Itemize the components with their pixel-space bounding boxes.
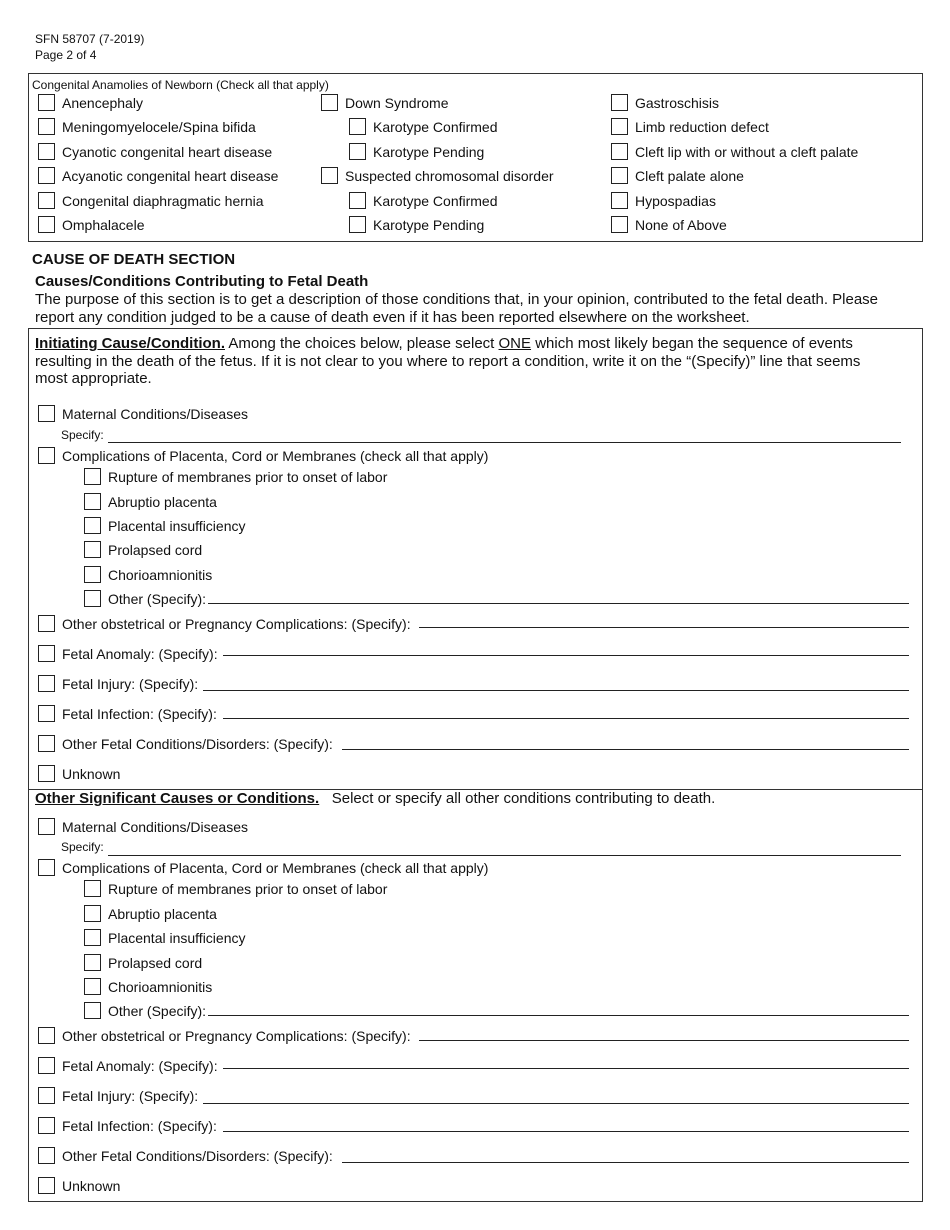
init-chorio-label: Chorioamnionitis: [108, 567, 213, 583]
initiating-heading: Initiating Cause/Condition.: [35, 335, 225, 352]
init-injury-line[interactable]: [203, 690, 909, 691]
init-placenta-label: Complications of Placenta, Cord or Membranes (check all that apply): [62, 448, 489, 464]
other-rupture-label: Rupture of membranes prior to onset of labor: [108, 881, 388, 897]
init-unknown-label: Unknown: [62, 766, 121, 782]
checkbox-suspected-chromosomal[interactable]: [321, 167, 338, 184]
init-other-fetal-line[interactable]: [342, 749, 909, 750]
other-abruptio-checkbox[interactable]: [84, 905, 101, 922]
other-maternal-label: Maternal Conditions/Diseases: [62, 819, 248, 835]
init-infection-checkbox[interactable]: [38, 705, 55, 722]
other-rupture-checkbox[interactable]: [84, 880, 101, 897]
other-specify-label: Specify:: [61, 840, 104, 854]
other-significant-heading: Other Significant Causes or Conditions.: [35, 790, 320, 807]
other-maternal-checkbox[interactable]: [38, 818, 55, 835]
other-unknown-label: Unknown: [62, 1178, 121, 1194]
other-obstetrical-checkbox[interactable]: [38, 1027, 55, 1044]
label-down-karotype-pending: Karotype Pending: [373, 144, 485, 160]
init-insufficiency-label: Placental insufficiency: [108, 518, 246, 534]
other-anomaly-line[interactable]: [223, 1068, 909, 1069]
cod-desc-line2: report any condition judged to be a cause of death even if it has been reported elsewhere on the worksheet.: [35, 308, 750, 326]
init-placenta-checkbox[interactable]: [38, 447, 55, 464]
checkbox-gastroschisis[interactable]: [611, 94, 628, 111]
other-infection-line[interactable]: [223, 1131, 909, 1132]
checkbox-limb-reduction[interactable]: [611, 118, 628, 135]
init-other-label: Other (Specify):: [108, 591, 207, 607]
label-acyanotic-heart: Acyanotic congenital heart disease: [62, 168, 279, 184]
init-rupture-checkbox[interactable]: [84, 468, 101, 485]
init-other-fetal-label: Other Fetal Conditions/Disorders: (Specify):: [62, 736, 333, 752]
checkbox-down-syndrome[interactable]: [321, 94, 338, 111]
init-maternal-specify-line[interactable]: [108, 442, 901, 443]
checkbox-down-karotype-pending[interactable]: [349, 143, 366, 160]
other-infection-label: Fetal Infection: (Specify):: [62, 1118, 217, 1134]
init-obstetrical-label: Other obstetrical or Pregnancy Complications: (Specify):: [62, 616, 411, 632]
checkbox-hypospadias[interactable]: [611, 192, 628, 209]
checkbox-none-of-above[interactable]: [611, 216, 628, 233]
form-header: [35, 31, 144, 63]
checkbox-chromo-karotype-pending[interactable]: [349, 216, 366, 233]
init-obstetrical-checkbox[interactable]: [38, 615, 55, 632]
checkbox-cleft-palate[interactable]: [611, 167, 628, 184]
other-other-line[interactable]: [208, 1015, 909, 1016]
page-number: Page 2 of 4: [35, 48, 97, 62]
init-maternal-label: Maternal Conditions/Diseases: [62, 406, 248, 422]
label-cyanotic-heart: Cyanotic congenital heart disease: [62, 144, 273, 160]
other-placenta-label: Complications of Placenta, Cord or Membranes (check all that apply): [62, 860, 489, 876]
other-other-fetal-line[interactable]: [342, 1162, 909, 1163]
init-specify-label: Specify:: [61, 428, 104, 442]
init-abruptio-label: Abruptio placenta: [108, 494, 217, 510]
init-anomaly-checkbox[interactable]: [38, 645, 55, 662]
label-diaphragmatic-hernia: Congenital diaphragmatic hernia: [62, 193, 264, 209]
label-chromo-karotype-confirmed: Karotype Confirmed: [373, 193, 498, 209]
other-chorio-label: Chorioamnionitis: [108, 979, 213, 995]
other-maternal-specify-line[interactable]: [108, 855, 901, 856]
init-injury-checkbox[interactable]: [38, 675, 55, 692]
other-other-label: Other (Specify):: [108, 1003, 207, 1019]
other-infection-checkbox[interactable]: [38, 1117, 55, 1134]
other-injury-line[interactable]: [203, 1103, 909, 1104]
init-anomaly-line[interactable]: [223, 655, 909, 656]
label-cleft-lip: Cleft lip with or without a cleft palate: [635, 144, 859, 160]
label-down-syndrome: Down Syndrome: [345, 95, 449, 111]
other-other-checkbox[interactable]: [84, 1002, 101, 1019]
other-other-fetal-checkbox[interactable]: [38, 1147, 55, 1164]
label-limb-reduction: Limb reduction defect: [635, 119, 769, 135]
other-anomaly-checkbox[interactable]: [38, 1057, 55, 1074]
checkbox-down-karotype-confirmed[interactable]: [349, 118, 366, 135]
init-prolapsed-label: Prolapsed cord: [108, 542, 203, 558]
init-other-checkbox[interactable]: [84, 590, 101, 607]
other-significant-instructions: [35, 790, 715, 808]
init-obstetrical-line[interactable]: [419, 627, 909, 628]
init-other-fetal-checkbox[interactable]: [38, 735, 55, 752]
other-chorio-checkbox[interactable]: [84, 978, 101, 995]
checkbox-omphalacele[interactable]: [38, 216, 55, 233]
checkbox-diaphragmatic-hernia[interactable]: [38, 192, 55, 209]
init-unknown-checkbox[interactable]: [38, 765, 55, 782]
cod-section-title: CAUSE OF DEATH SECTION: [32, 251, 236, 268]
other-obstetrical-label: Other obstetrical or Pregnancy Complications: (Specify):: [62, 1028, 411, 1044]
label-cleft-palate: Cleft palate alone: [635, 168, 744, 184]
init-abruptio-checkbox[interactable]: [84, 493, 101, 510]
other-significant-text: Select or specify all other conditions contributing to death.: [331, 790, 716, 807]
label-suspected-chromosomal: Suspected chromosomal disorder: [345, 168, 554, 184]
one-emphasis: ONE: [498, 335, 532, 352]
other-unknown-checkbox[interactable]: [38, 1177, 55, 1194]
label-down-karotype-confirmed: Karotype Confirmed: [373, 119, 498, 135]
checkbox-chromo-karotype-confirmed[interactable]: [349, 192, 366, 209]
init-chorio-checkbox[interactable]: [84, 566, 101, 583]
init-other-line[interactable]: [208, 603, 909, 604]
initiating-instructions: Initiating Cause/Condition. Among the choices below, please select ONE which most likely began the sequence of events resulting in the death of the fetus. If it is not clear to you where to report a condition, write it on the “(Specify)” line that seems most appropriate.: [35, 335, 861, 387]
checkbox-cleft-lip[interactable]: [611, 143, 628, 160]
init-prolapsed-checkbox[interactable]: [84, 541, 101, 558]
other-insufficiency-checkbox[interactable]: [84, 929, 101, 946]
init-insufficiency-checkbox[interactable]: [84, 517, 101, 534]
init-infection-line[interactable]: [223, 718, 909, 719]
checkbox-cyanotic-heart[interactable]: [38, 143, 55, 160]
cod-description: [35, 291, 878, 326]
other-abruptio-label: Abruptio placenta: [108, 906, 217, 922]
init-injury-label: Fetal Injury: (Specify):: [62, 676, 199, 692]
init-maternal-checkbox[interactable]: [38, 405, 55, 422]
label-meningomyelocele: Meningomyelocele/Spina bifida: [62, 119, 256, 135]
cod-subtitle: Causes/Conditions Contributing to Fetal Death: [35, 273, 369, 290]
checkbox-meningomyelocele[interactable]: [38, 118, 55, 135]
other-prolapsed-checkbox[interactable]: [84, 954, 101, 971]
form-id: SFN 58707 (7-2019): [35, 32, 145, 46]
label-gastroschisis: Gastroschisis: [635, 95, 720, 111]
init-anomaly-label: Fetal Anomaly: (Specify):: [62, 646, 218, 662]
other-injury-checkbox[interactable]: [38, 1087, 55, 1104]
other-anomaly-label: Fetal Anomaly: (Specify):: [62, 1058, 218, 1074]
other-insufficiency-label: Placental insufficiency: [108, 930, 246, 946]
other-obstetrical-line[interactable]: [419, 1040, 909, 1041]
other-other-fetal-label: Other Fetal Conditions/Disorders: (Specify):: [62, 1148, 333, 1164]
other-placenta-checkbox[interactable]: [38, 859, 55, 876]
cod-desc-line1: The purpose of this section is to get a description of those conditions that, in your opinion, contributed to the fetal death. Please: [35, 291, 879, 308]
label-hypospadias: Hypospadias: [635, 193, 716, 209]
label-none-of-above: None of Above: [635, 217, 727, 233]
label-anencephaly: Anencephaly: [62, 95, 143, 111]
other-injury-label: Fetal Injury: (Specify):: [62, 1088, 199, 1104]
init-rupture-label: Rupture of membranes prior to onset of labor: [108, 469, 388, 485]
anomalies-title: Congenital Anamolies of Newborn (Check all that apply): [32, 78, 329, 92]
label-chromo-karotype-pending: Karotype Pending: [373, 217, 485, 233]
checkbox-acyanotic-heart[interactable]: [38, 167, 55, 184]
init-infection-label: Fetal Infection: (Specify):: [62, 706, 217, 722]
label-omphalacele: Omphalacele: [62, 217, 145, 233]
checkbox-anencephaly[interactable]: [38, 94, 55, 111]
other-prolapsed-label: Prolapsed cord: [108, 955, 203, 971]
